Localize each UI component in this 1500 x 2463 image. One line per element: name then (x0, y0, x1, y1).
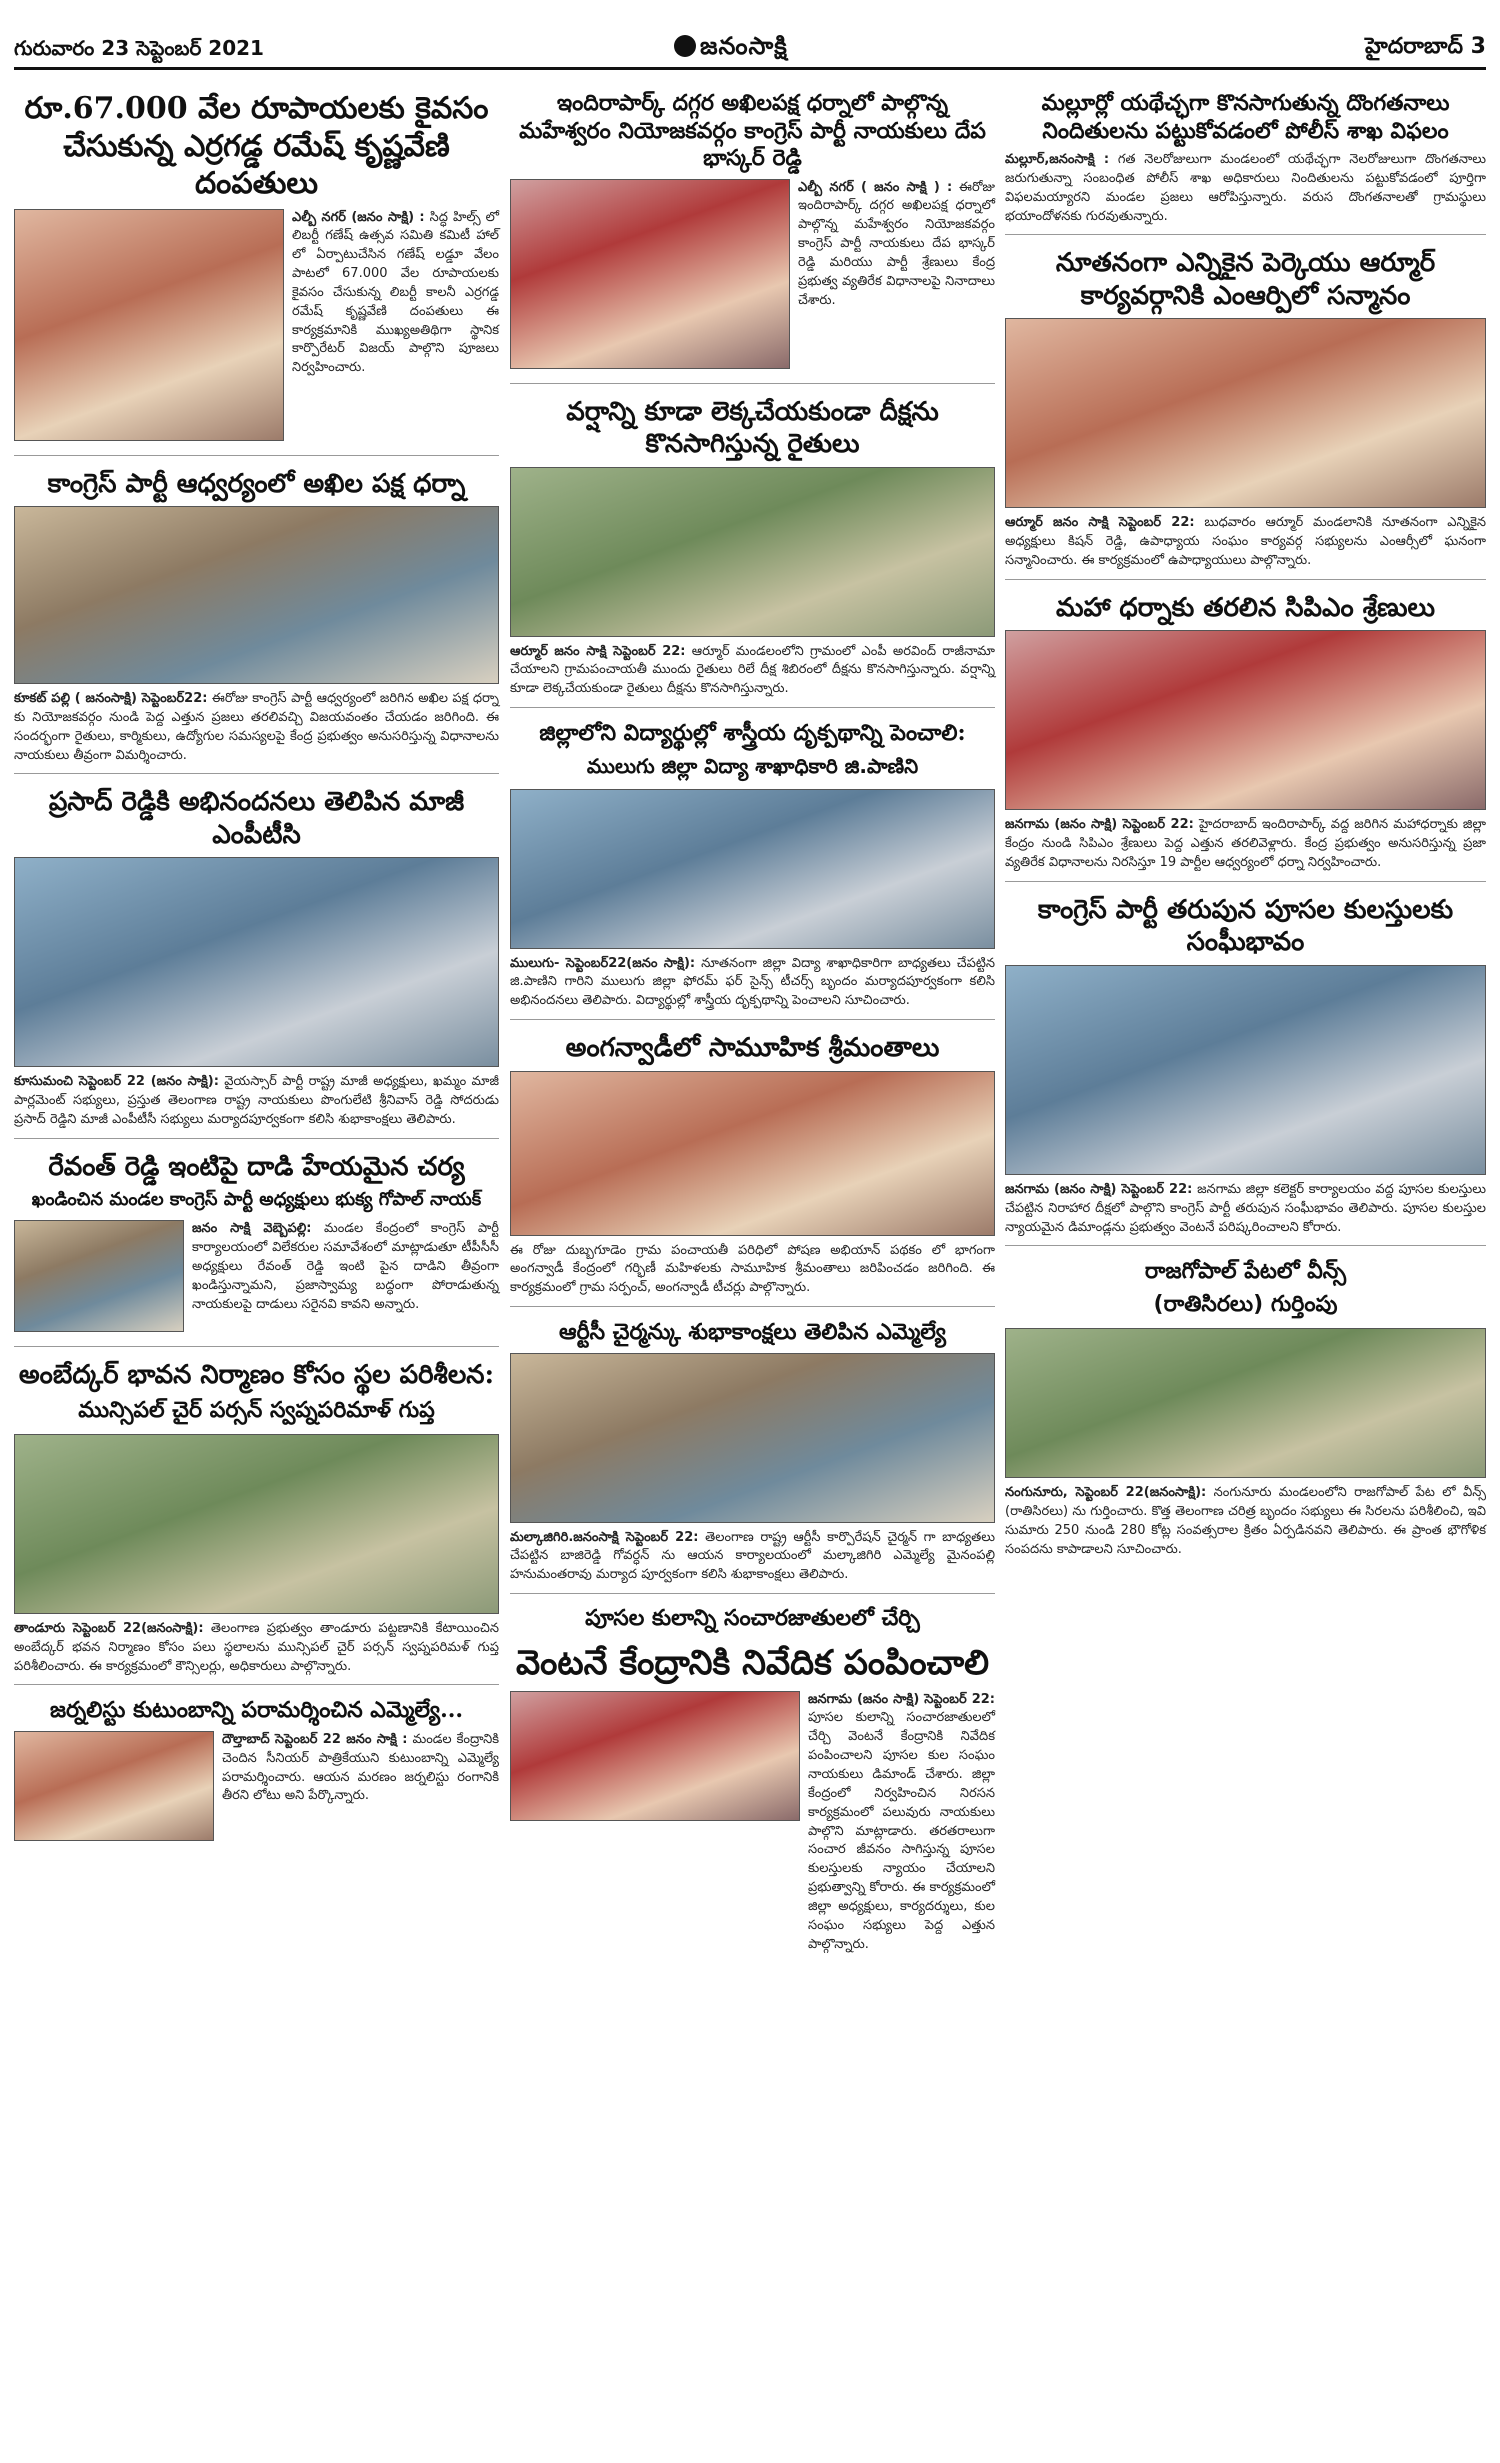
article-body (1005, 1181, 1486, 1238)
article-ambedkar-bhavan (14, 1359, 499, 1685)
article-body (808, 1691, 995, 1955)
article-text: వైయస్సార్ పార్టీ రాష్ట్ర మాజీ అధ్యక్షులు, ఖమ్మం మాజీ పార్లమెంట్ సభ్యులు, ప్రస్తుత తెలంగాణ రాష్ట్ర నాయకులు పొంగులేటి శ్రీనివాస్ రెడ్డి సోదరుడు ప్రసాద్ రెడ్డిని మాజీ ఎంపీటీసీ సభ్యులు మర్యాదపూర్వకంగా కలిసి శుభాకాంక్షలు తెలిపారు. (14, 1074, 499, 1128)
dateline: ఎల్బీ నగర్ (జనం సాక్షి) : (292, 209, 425, 225)
dateline: ఆర్మూర్ జనం సాక్షి సెప్టెంబర్ 22: (1005, 515, 1195, 531)
headline: జర్నలిస్టు కుటుంబాన్ని పరామర్శించిన ఎమ్మెల్యే... (49, 1697, 464, 1724)
article-text: సిద్ధ హిల్స్ లో లిబర్టీ గణేష్ ఉత్సవ సమితి కమిటీ హాల్ లో ఏర్పాటుచేసిన గణేష్ లడ్డూ వేలం పాటలో 67.000 వేల రూపాయలకు కైవసం చేసుకున్న లిబర్టీ కాలనీ ఎర్రగడ్డ రమేష్ కృష్ణవేణి దంపతులు ఈ కార్యక్రమానికి ముఖ్యఅతిథిగా స్థానిక కార్పొరేటర్ విజయ్ పాల్గొని పూజలు నిర్వహించారు. (292, 209, 499, 376)
headline: కాంగ్రెస్ పార్టీ ఆధ్వర్యంలో అఖిల పక్ష ధర్నా (47, 468, 466, 499)
subheadline: (రాతిసిరలు) గుర్తింపు (1153, 1291, 1338, 1317)
article-text: నంగునూరు మండలంలోని రాజగోపాల్ పేట లో వీన్స్ (రాతిసిరలు) ను గుర్తించారు. కొత్త తెలంగాణ చరిత్ర బృందం సభ్యులు ఈ సిరలను పరిశీలించి, ఇవి సుమారు 250 నుండి 280 కోట్ల సంవత్సరాల క్రితం ఏర్పడినవని తెలిపారు. ఈ ప్రాంత భౌగోళిక సంపదను కాపాడాలని సూచించారు. (1005, 1484, 1486, 1557)
article-photo (14, 209, 284, 441)
dateline: మల్లూర్,జనంసాక్షి : (1005, 152, 1110, 167)
headline: రేవంత్ రెడ్డి ఇంటిపై దాడి హేయమైన చర్య (48, 1151, 465, 1182)
article-education-officer (510, 720, 995, 1020)
article-poosala-caste (510, 1606, 995, 1962)
dateline: కూసుమంచి సెప్టెంబర్ 22 (జనం సాక్షి): (14, 1074, 219, 1090)
dateline: జనం సాక్షి వెబ్బెపల్లి: (192, 1221, 312, 1237)
article-text: తెలంగాణ రాష్ట్ర ఆర్టీసీ కార్పొరేషన్ చైర్మన్ గా బాధ్యతలు చేపట్టిన బాజిరెడ్డి గోవర్ధన్ ను ఆయన కార్యాలయంలో మల్కాజిగిరి ఎమ్మెల్యే మైనంపల్లి హనుమంతరావు మర్యాద పూర్వకంగా కలిసి శుభాకాంక్షలు తెలిపారు. (510, 1529, 995, 1583)
headline: నూతనంగా ఎన్నికైన పెర్కెయు ఆర్మూర్ కార్యవర్గానికి ఎంఆర్పిలో సన్మానం (1055, 248, 1436, 311)
article-veins-discovery (1005, 1258, 1486, 1567)
article-mallur-thefts (1005, 90, 1486, 235)
newspaper-name: జనంసాక్షి (700, 32, 788, 60)
article-text: హైదరాబాద్ ఇందిరాపార్క్ వద్ద జరిగిన మహాధర్నాకు జిల్లా కేంద్రం నుండి సిపిఎం శ్రేణులు పెద్ద ఎత్తున తరలివెళ్లారు. కేంద్ర ప్రభుత్వం అనుసరిస్తున్న ప్రజా వ్యతిరేక విధానాలను నిరసిస్తూ 19 పార్టీల ఆధ్వర్యంలో ధర్నా నిర్వహించారు. (1005, 817, 1487, 871)
article-photo (510, 1691, 800, 1821)
article-text: ఈరోజు కాంగ్రెస్ పార్టీ ఆధ్వర్యంలో జరిగిన అఖిల పక్ష ధర్నా కు నియోజకవర్గం నుండి పెద్ద ఎత్తున ప్రజలు తరలివచ్చి విజయవంతం చేయడం జరిగింది. ఈ సందర్భంగా రైతులు, కార్మికులు, ఉద్యోగుల సమస్యలపై కేంద్ర ప్రభుత్వం అనుసరిస్తున్న విధానాలను నాయకులు తీవ్రంగా విమర్శించారు. (14, 691, 499, 763)
dateline: జనగామ (జనం సాక్షి) సెప్టెంబర్ 22: (1005, 817, 1194, 833)
headline: కాంగ్రెస్ పార్టీ తరుపున పూసల కులస్తులకు సంఘీభావం (1037, 894, 1454, 958)
headline: మల్లూర్లో యథేచ్ఛగా కొనసాగుతున్న దొంగతనాలు నిందితులను పట్టుకోవడంలో పోలీస్ శాఖ విఫలం (1041, 90, 1450, 144)
headline: అంగన్వాడీలో సామూహిక శ్రీమంతాలు (565, 1033, 940, 1064)
dateline: దౌల్తాబాద్ సెప్టెంబర్ 22 జనం సాక్షి : (222, 1731, 408, 1747)
masthead (14, 30, 1486, 70)
article-body (798, 179, 995, 375)
column-center (510, 90, 995, 1974)
column-right (1005, 90, 1486, 1579)
article-body (1005, 816, 1486, 873)
article-photo (14, 1731, 214, 1841)
article-prasad-reddy (14, 786, 499, 1139)
headline: రాజగోపాల్ పేటలో వీన్స్ (1144, 1258, 1347, 1285)
dateline: జనగామ (జనం సాక్షి) సెప్టెంబర్ 22: (808, 1691, 995, 1707)
dateline: జనగామ (జనం సాక్షి) సెప్టెంబర్ 22: (1005, 1181, 1193, 1197)
article-photo (510, 789, 995, 949)
article-cpm-dharna (1005, 592, 1486, 882)
article-text: పూసల కులాన్ని సంచారజాతులలో చేర్చి వెంటనే కేంద్రానికి నివేదిక పంపించాలని పూసల కుల సంఘం నాయకులు డిమాండ్ చేశారు. జిల్లా కేంద్రంలో నిర్వహించిన నిరసన కార్యక్రమంలో పలువురు నాయకులు పాల్గొని మాట్లాడారు. తరతరాలుగా సంచార జీవనం సాగిస్తున్న పూసల కులస్తులకు న్యాయం చేయాలని ప్రభుత్వాన్ని కోరారు. ఈ కార్యక్రమంలో జిల్లా అధ్యక్షులు, కార్యదర్శులు, కుల సంఘం సభ్యులు పెద్ద ఎత్తున పాల్గొన్నారు. (808, 1710, 995, 1952)
article-body (1005, 151, 1486, 226)
article-anganwadi (510, 1032, 995, 1307)
article-photo (510, 467, 995, 637)
dateline: నంగునూరు, సెప్టెంబర్ 22(జనంసాక్షి): (1005, 1484, 1207, 1500)
article-body (192, 1220, 499, 1338)
article-body (14, 1620, 499, 1677)
dateline: ఆర్మూర్ జనం సాక్షి సెప్టెంబర్ 22: (510, 643, 686, 659)
article-photo (510, 1353, 995, 1523)
article-photo (14, 857, 499, 1067)
article-text: బుధవారం ఆర్మూర్ మండలానికి నూతనంగా ఎన్నికైన అధ్యక్షులు కిషన్ రెడ్డి, ఉపాధ్యాయ సంఘం కార్యవర్గ సభ్యులను ఎంఆర్సీలో ఘనంగా సన్మానించారు. ఈ కార్యక్రమంలో ఉపాధ్యాయులు పాల్గొన్నారు. (1005, 515, 1486, 569)
article-congress-solidarity (1005, 894, 1486, 1247)
article-body (1005, 1484, 1486, 1559)
article-photo (14, 1220, 184, 1332)
article-photo (1005, 630, 1486, 810)
article-text: మండల కేంద్రంలో కాంగ్రెస్ పార్టీ కార్యాలయంలో విలేకరుల సమావేశంలో మాట్లాడుతూ టీపీసీసీ అధ్యక్షులు రేవంత్ రెడ్డి ఇంటి పైన దాడిని తీవ్రంగా ఖండిస్తున్నామని, ప్రజాస్వామ్య బద్ధంగా పోరాడుతున్న నాయకులపై దాడులు సరైనవి కావని అన్నారు. (192, 1221, 499, 1312)
article-revanth-reddy (14, 1151, 499, 1348)
article-journalist-family (14, 1697, 499, 1855)
newspaper-logo (674, 32, 788, 66)
article-text: జనగామ జిల్లా కలెక్టర్ కార్యాలయం వద్ద పూసల కులస్తులు చేపట్టిన నిరాహార దీక్షలో పాల్గొని కాంగ్రెస్ పార్టీ తరుపున సంఘీభావం తెలిపారు. పూసల కులస్తుల న్యాయమైన డిమాండ్లను ప్రభుత్వం వెంటనే పరిష్కరించాలని కోరారు. (1005, 1181, 1486, 1235)
article-text: తెలంగాణ ప్రభుత్వం తాండూరు పట్టణానికి కేటాయించిన అంబేద్కర్ భవన నిర్మాణం కోసం పలు స్థలాలను మున్సిపల్ చైర్ పర్సన్ స్వప్నపరిమళ్ గుప్త పరిశీలించారు. ఈ కార్యక్రమంలో కౌన్సిలర్లు, అధికారులు పాల్గొన్నారు. (14, 1620, 499, 1674)
article-congress-dharna (14, 468, 499, 775)
headline: వెంటనే కేంద్రానికి నివేదిక పంపించాలి (516, 1643, 989, 1684)
article-body (292, 209, 499, 447)
headline: మహా ధర్నాకు తరలిన సిపిఎం శ్రేణులు (1056, 592, 1435, 623)
article-text: ఆర్మూర్ మండలంలోని గ్రామంలో ఎంపీ అరవింద్ రాజీనామా చేయాలని గ్రామపంచాయతీ ముందు రైతులు రిలే దీక్ష శిబిరంలో దీక్షను కొనసాగిస్తున్నారు. వర్షాన్ని కూడా లెక్కచేయకుండా రైతులు దీక్షను కొనసాగిస్తున్నారు. (510, 643, 995, 697)
issue-date: గురువారం 23 సెప్టెంబర్ 2021 (14, 36, 264, 60)
article-armoor-felicitation (1005, 247, 1486, 580)
article-body (510, 1242, 995, 1299)
article-body (510, 1529, 995, 1586)
article-text: నూతనంగా జిల్లా విద్యా శాఖాధికారిగా బాధ్యతలు చేపట్టిన జి.పాణిని గారిని ములుగు జిల్లా ఫోరమ్ ఫర్ సైన్స్ టీచర్స్ బృందం మర్యాదపూర్వకంగా కలిసి అభినందనలు తెలిపారు. విద్యార్థుల్లో శాస్త్రీయ దృక్పథాన్ని పెంచాలని సూచించారు. (510, 955, 995, 1009)
dateline: ములుగు- సెప్టెంబర్22(జనం సాక్షి): (510, 955, 696, 971)
article-rtc-chairman (510, 1319, 995, 1594)
subheadline: మున్సిపల్ చైర్ పర్సన్ స్వప్నపరిమాళ్ గుప్త (78, 1397, 435, 1423)
article-photo (1005, 965, 1486, 1175)
article-ladoo-auction (14, 90, 499, 456)
dateline: తాండూరు సెప్టెంబర్ 22(జనంసాక్షి): (14, 1620, 204, 1636)
article-body (14, 1073, 499, 1130)
article-body (222, 1731, 499, 1847)
article-text: మండల కేంద్రానికి చెందిన సీనియర్ పాత్రికేయుని కుటుంబాన్ని ఎమ్మెల్యే పరామర్శించారు. ఆయన మరణం జర్నలిస్టు రంగానికి తీరని లోటు అని పేర్కొన్నారు. (222, 1731, 499, 1804)
article-photo (14, 1434, 499, 1614)
column-left (14, 90, 499, 1867)
headline: అంబేద్కర్ భావన నిర్మాణం కోసం స్థల పరిశీలన: (18, 1360, 495, 1391)
article-photo (510, 1071, 995, 1236)
headline: వర్షాన్ని కూడా లెక్కచేయకుండా దీక్షను కొనసాగిస్తున్న రైతులు (566, 396, 939, 459)
article-text: గత నెలరోజులుగా మండలంలో యథేచ్ఛగా నెలరోజులుగా దొంగతనాలు జరుగుతున్నా సంబంధిత పోలీస్ శాఖ అధికారులు నిందితులను పట్టుకోవడంలో పూర్తిగా విఫలమయ్యారని మండల ప్రజలు ఆరోపిస్తున్నారు. వరుస దొంగతనాలతో గ్రామస్థులు భయాందోళనకు గురవుతున్నారు. (1005, 152, 1486, 224)
article-text: ఈ రోజు దుబ్బగూడెం గ్రామ పంచాయతీ పరిధిలో పోషణ అభియాన్ పథకం లో భాగంగా అంగన్వాడీ కేంద్రంలో గర్భిణీ మహిళలకు సామూహిక శ్రీమంతాలు జరిపించడం జరిగింది. ఈ కార్యక్రమంలో గ్రామ సర్పంచ్, అంగన్వాడీ టీచర్లు పాల్గొన్నారు. (510, 1242, 995, 1296)
headline: జిల్లాలోని విద్యార్థుల్లో శాస్త్రీయ దృక్పథాన్ని పెంచాలి: (539, 720, 966, 747)
headline: ప్రసాద్ రెడ్డికి అభినందనలు తెలిపిన మాజీ ఎంపీటీసి (48, 787, 465, 850)
dateline: ఎల్బీ నగర్ ( జనం సాక్షి ) : (798, 179, 953, 195)
article-text: ఈరోజు ఇందిరాపార్క్ దగ్గర అఖిలపక్ష ధర్నాలో పాల్గొన్న మహేశ్వరం నియోజకవర్గం కాంగ్రెస్ పార్టీ నాయకులు దేప భాస్కర్ రెడ్డి మరియు పార్టీ శ్రేణులు కేంద్ర ప్రభుత్వ వ్యతిరేక విధానాలపై నినాదాలు చేశారు. (798, 179, 995, 308)
subheadline: ఖండించిన మండల కాంగ్రెస్ పార్టీ అధ్యక్షులు భుక్య గోపాల్ నాయక్ (31, 1189, 482, 1211)
headline: రూ.67.000 వేల రూపాయలకు కైవసం చేసుకున్న ఎర్రగడ్డ రమేష్ కృష్ణవేణి దంపతులు (24, 91, 489, 201)
headline: ఆర్టీసీ చైర్మన్కు శుభాకాంక్షలు తెలిపిన ఎమ్మెల్యే (559, 1319, 946, 1346)
headline: ఇందిరాపార్క్ దగ్గర అఖిలపక్ష ధర్నాలో పాల్గొన్న మహేశ్వరం నియోజకవర్గం కాంగ్రెస్ పార్టీ నాయకులు దేప భాస్కర్ రెడ్డి (519, 90, 986, 171)
kicker: పూసల కులాన్ని సంచారజాతులలో చేర్చి (585, 1606, 920, 1632)
article-body (14, 690, 499, 765)
logo-icon (674, 35, 696, 57)
article-indira-park-dharna (510, 90, 995, 384)
article-body (510, 955, 995, 1012)
article-photo (1005, 1328, 1486, 1478)
dateline: కూకట్ పల్లి ( జనంసాక్షి) సెప్టెంబర్22: (14, 691, 208, 706)
subheadline: ములుగు జిల్లా విద్యా శాఖాధికారి జి.పాణిని (586, 753, 919, 778)
dateline: మల్కాజిగిరి.జనంసాక్షి సెప్టెంబర్ 22: (510, 1529, 699, 1545)
article-body (510, 643, 995, 700)
article-farmers-protest (510, 396, 995, 709)
article-body (1005, 514, 1486, 571)
page-label: హైదరాబాద్ 3 (1365, 34, 1486, 59)
article-photo (510, 179, 790, 369)
article-photo (1005, 318, 1486, 508)
article-photo (14, 506, 499, 684)
